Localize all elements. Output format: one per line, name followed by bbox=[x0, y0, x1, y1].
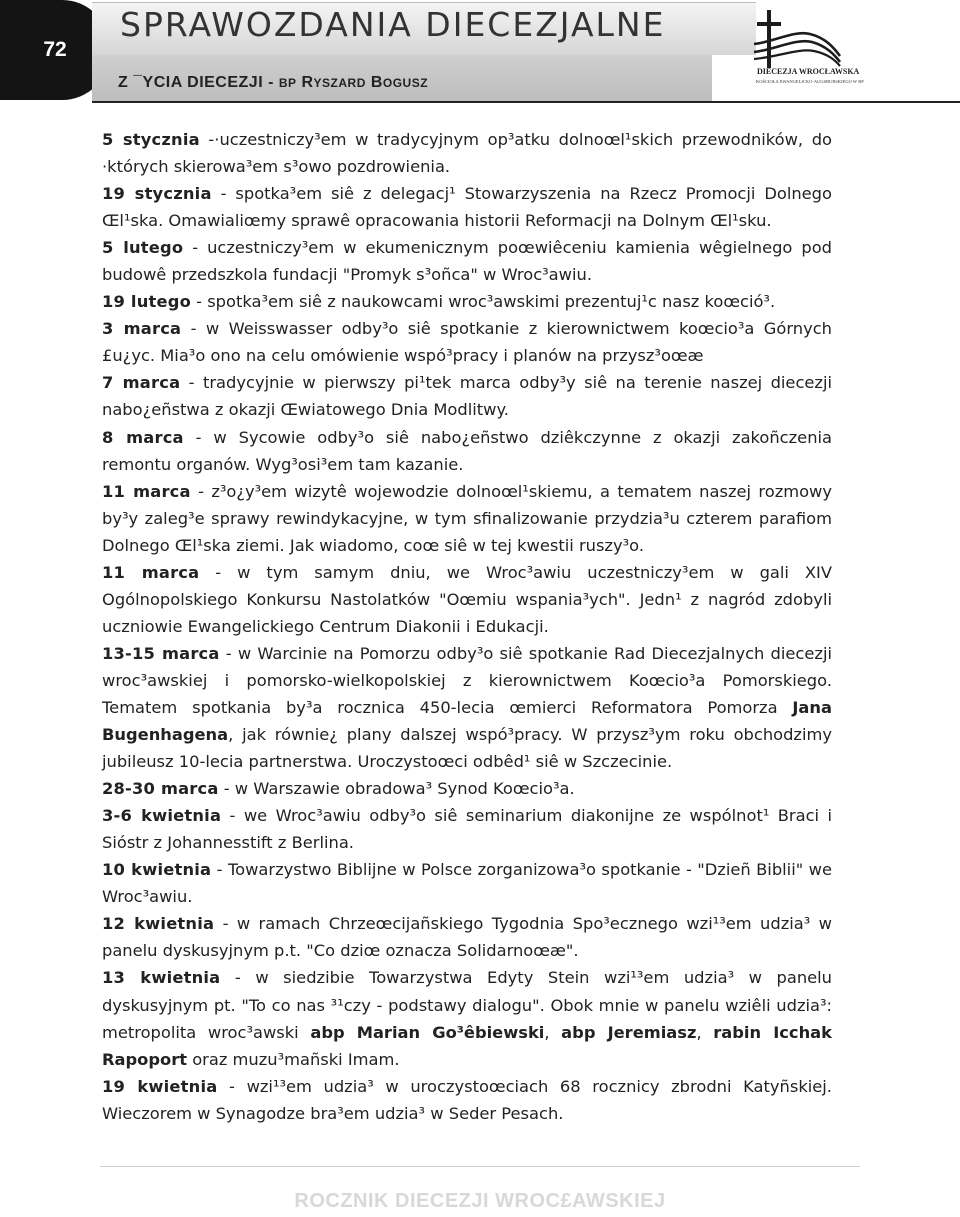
entry-date: 28-30 marca bbox=[102, 779, 219, 799]
entry-date: 5 stycznia bbox=[102, 130, 200, 149]
entry-text: - spotka³em siê z naukowcami wroc³awskimi prezentuj¹c nasz koœció³. bbox=[190, 292, 776, 312]
logo-subtitle: KOŚCIOŁA EWANGELICKO-AUGSBURSKIEGO W RP bbox=[756, 79, 864, 84]
chronicle-entry bbox=[102, 856, 832, 910]
chronicle-entry bbox=[102, 1073, 832, 1127]
entry-text: , bbox=[544, 1022, 562, 1042]
entry-text: - w Warszawie obradowa³ Synod Koœcio³a. bbox=[218, 779, 575, 799]
entry-text: - w tym samym dniu, we Wroc³awiu uczestniczy³em w gali XIV Ogólnopolskiego Konkursu Nastolatków "Oœmiu wspania³ych". Jedn¹ z nagród zdobyli uczniowie Ewangelickiego Centrum Diakonii i Edukacji. bbox=[102, 562, 832, 636]
entry-date: 11 marca bbox=[102, 562, 200, 582]
entry-date: 5 lutego bbox=[102, 238, 184, 258]
entry-text: - w Sycowie odby³o siê nabo¿eñstwo dziêkczynne z okazji zakoñczenia remontu organów. Wyg³osi³em tam kazanie. bbox=[102, 427, 833, 474]
chronicle-entry bbox=[102, 964, 832, 1072]
section-title: SPRAWOZDANIA DIECEZJALNE bbox=[120, 5, 666, 44]
chronicle-entry bbox=[102, 234, 832, 288]
entry-text: - spotka³em siê z delegacj¹ Stowarzyszenia na Rzecz Promocji Dolnego Œl¹ska. Omawialiœmy sprawê opracowania historii Reformacji na Dolnym Œl¹sku. bbox=[102, 184, 832, 231]
entry-date: 19 kwietnia bbox=[102, 1076, 218, 1096]
footer-title: ROCZNIK DIECEZJI WROC£AWSKIEJ bbox=[294, 1190, 666, 1212]
entry-date: 13 kwietnia bbox=[102, 968, 221, 988]
chronicle-entries bbox=[102, 126, 832, 1127]
entry-text: - w siedzibie Towarzystwa Edyty Stein wzi¹³em udzia³ w panelu dyskusyjnym pt. "To co nas ³¹czy - podstawy dialogu". Obok mnie w panelu wziêli udzia³: metropolita wroc³awski bbox=[102, 968, 832, 1042]
page-number: 72 bbox=[0, 0, 110, 100]
entry-text: - wzi¹³em udzia³ w uroczystoœciach 68 rocznicy zbrodni Katyñskiej. Wieczorem w Synagodze bra³em udzia³ w Seder Pesach. bbox=[102, 1076, 832, 1123]
entry-person-name: Jana Bugenhagena bbox=[102, 697, 832, 745]
entry-date: 8 marca bbox=[102, 427, 184, 447]
entry-text: - we Wroc³awiu odby³o siê seminarium diakonijne ze wspólnot¹ Braci i Sióstr z Johannesstift z Berlina. bbox=[102, 806, 832, 853]
entry-text: , jak równie¿ plany dalszej wspó³pracy. W przysz³ym roku obchodzimy jubileusz 10-lecia partnerstwa. Uroczystoœci odbêd¹ siê w Szczecinie. bbox=[102, 725, 832, 772]
chronicle-entry bbox=[102, 424, 832, 478]
entry-date: 3 marca bbox=[102, 319, 182, 339]
entry-date: 10 kwietnia bbox=[102, 860, 212, 880]
chronicle-entry bbox=[102, 640, 832, 775]
entry-text: - uczestniczy³em w ekumenicznym poœwiêceniu kamienia wêgielnego pod budowê przedszkola fundacji "Promyk s³oñca" w Wroc³awiu. bbox=[102, 238, 832, 285]
entry-date: 7 marca bbox=[102, 373, 181, 393]
page-header bbox=[0, 0, 960, 105]
entry-person-name: abp Jeremiasz bbox=[561, 1022, 697, 1042]
diocese-logo-icon bbox=[748, 8, 848, 88]
chronicle-entry bbox=[102, 369, 832, 423]
entry-text: - w Weisswasser odby³o siê spotkanie z kierownictwem koœcio³a Górnych £u¿yc. Mia³o ono na celu omówienie wspó³pracy i planów na przysz³oœæ bbox=[102, 319, 832, 366]
entry-date: 3-6 kwietnia bbox=[102, 806, 222, 826]
entry-text: - w ramach Chrzeœcijañskiego Tygodnia Spo³ecznego wzi¹³em udzia³ w panelu dyskusyjnym p.t. "Co dziœ oznacza Solidarnoœæ". bbox=[102, 914, 832, 961]
entry-person-name: rabin Icchak Rapoport bbox=[102, 1022, 832, 1069]
entry-text: oraz muzu³mañski Imam. bbox=[187, 1049, 400, 1069]
chronicle-entry bbox=[102, 910, 832, 964]
entry-text: - w Warcinie na Pomorzu odby³o siê spotkanie Rad Diecezjalnych diecezji wroc³awskiej i pomorsko-wielkopolskiej z kierownictwem Koœcio³a Pomorskiego. Tematem spotkania by³a rocznica 450-lecia œmierci Reformatora Pomorza bbox=[102, 643, 832, 717]
entry-date: 13-15 marca bbox=[102, 643, 220, 663]
section-subtitle: Z ¯YCIA DIECEZJI - BP RYSZARD BOGUSZ bbox=[118, 74, 429, 91]
chronicle-entry bbox=[102, 802, 832, 856]
chronicle-entry bbox=[102, 288, 832, 315]
entry-date: 12 kwietnia bbox=[102, 914, 215, 934]
chronicle-entry bbox=[102, 180, 832, 234]
entry-text: - z³o¿y³em wizytê wojewodzie dolnoœl¹skiemu, a tematem naszej rozmowy by³y zaleg³e sprawy rewindykacyjne, w tym sfinalizowanie przydzia³u czterem parafiom Dolnego Œl¹ska ziemi. Jak wiadomo, coœ siê w tej kwestii ruszy³o. bbox=[102, 481, 833, 555]
chronicle-entry bbox=[102, 315, 832, 369]
footer-rule bbox=[100, 1166, 860, 1167]
chronicle-entry bbox=[102, 126, 832, 180]
entry-text: - tradycyjnie w pierwszy pi¹tek marca odby³y siê na terenie naszej diecezji nabo¿eñstwa z okazji Œwiatowego Dnia Modlitwy. bbox=[102, 373, 833, 420]
entry-date: 19 lutego bbox=[102, 292, 191, 312]
chronicle-entry bbox=[102, 775, 832, 802]
entry-date: 19 stycznia bbox=[102, 184, 212, 204]
entry-text: - Towarzystwo Biblijne w Polsce zorganizowa³o spotkanie - "Dzieñ Biblii" we Wroc³awiu. bbox=[102, 860, 832, 907]
entry-date: 11 marca bbox=[102, 481, 191, 501]
entry-text: -·uczestniczy³em w tradycyjnym op³atku dolnoœl¹skich przewodników, do ·których skierowa³em s³owo pozdrowienia. bbox=[102, 130, 832, 177]
entry-person-name: abp Marian Go³êbiewski bbox=[310, 1022, 545, 1042]
chronicle-entry bbox=[102, 478, 832, 559]
chronicle-entry bbox=[102, 559, 832, 640]
header-rule bbox=[92, 101, 960, 103]
entry-text: , bbox=[696, 1022, 714, 1042]
logo-title: DIECEZJA WROCŁAWSKA bbox=[757, 67, 860, 76]
